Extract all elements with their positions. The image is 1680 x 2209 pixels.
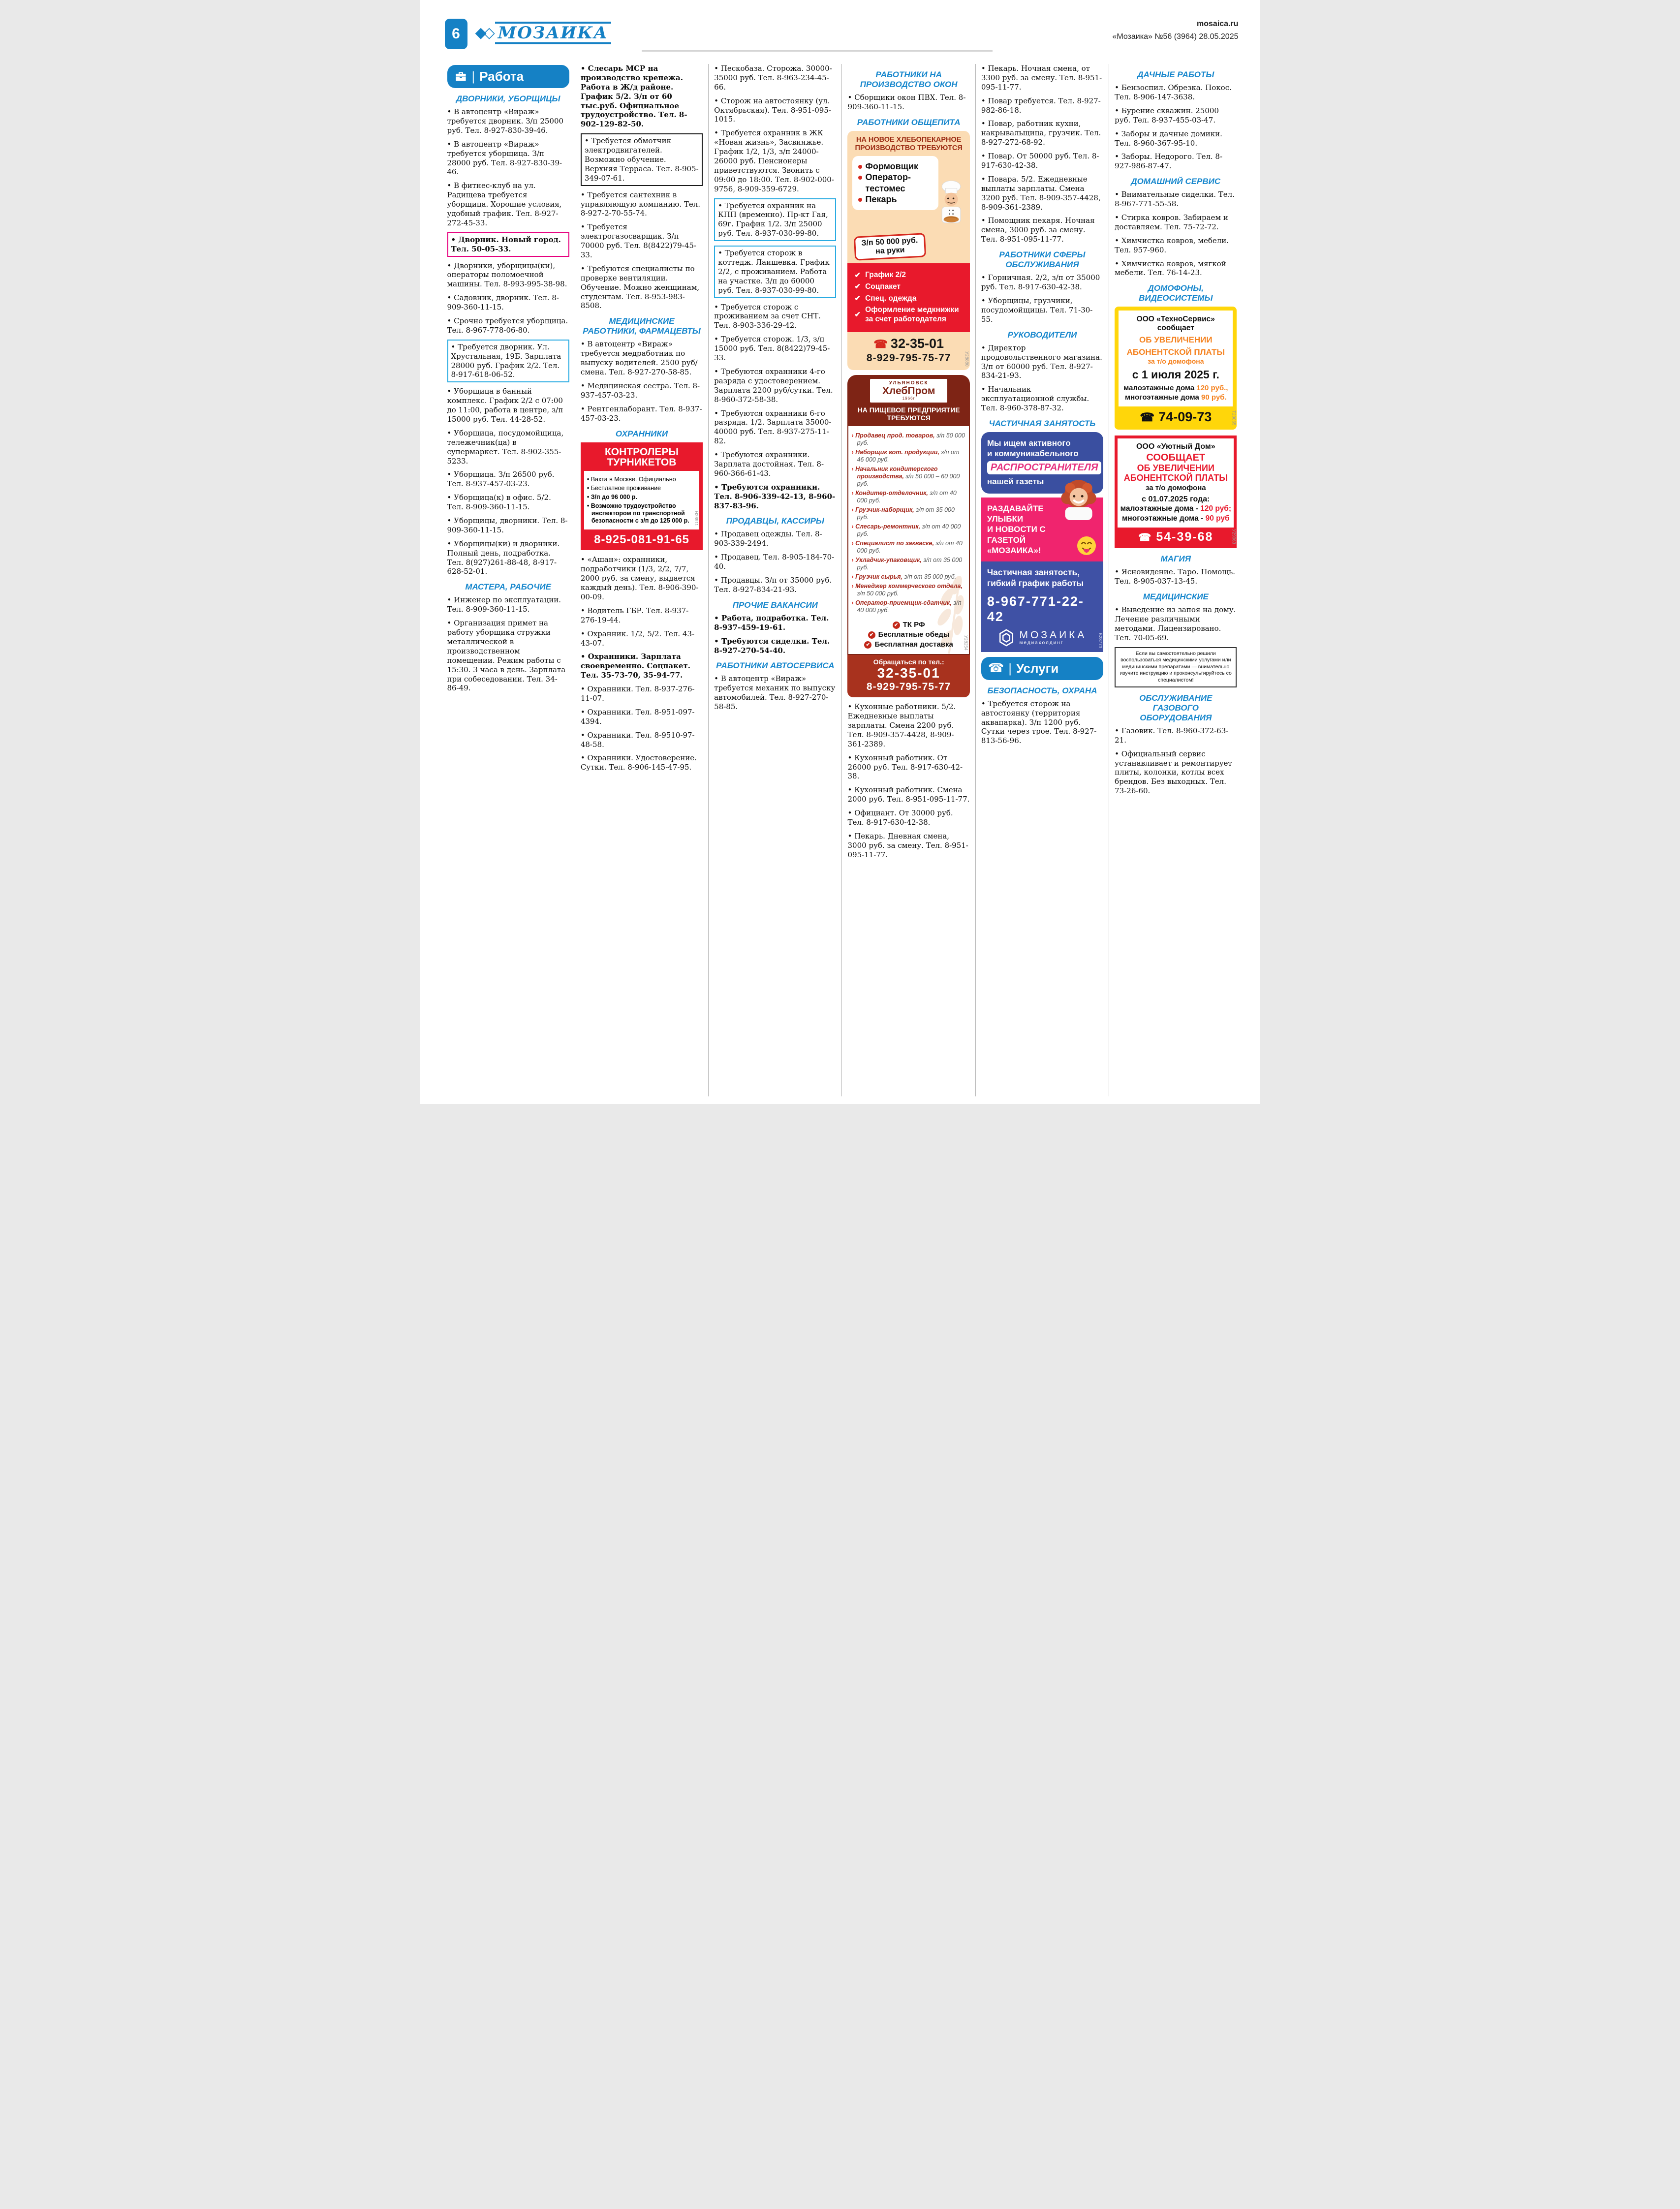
blue-line: Частичная занятость, xyxy=(987,567,1080,578)
contact-label: Обращаться по тел.: xyxy=(873,658,944,666)
classified-column xyxy=(442,64,575,1096)
section-header: РАБОТНИКИ НА ПРОИЗВОДСТВО ОКОН xyxy=(860,70,958,90)
perks-list xyxy=(851,616,965,652)
vacancy-list xyxy=(847,426,969,655)
vacancy-name: › Специалист по закваске, xyxy=(851,540,933,547)
job-item: Пекарь xyxy=(858,194,935,205)
classified-ad: • Сборщики окон ПВХ. Тел. 8-909-360-11-15. xyxy=(847,93,969,112)
ad-line: СООБЩАЕТ xyxy=(1146,452,1206,463)
classified-ad: • Заборы и дачные домики. Тел. 8-960-367-95-10. xyxy=(1115,129,1237,148)
vacancy-item xyxy=(851,432,965,447)
ad-line xyxy=(1120,393,1231,403)
ad-code: У29063 xyxy=(1231,529,1237,545)
vacancy-item xyxy=(851,449,965,464)
classified-ad: • Кухонный работник. От 26000 руб. Тел. 8-917-630-42-38. xyxy=(847,753,969,781)
classified-ad: • Требуется дворник. Ул. Хрустальная, 19Б. Зарплата 28000 руб. График 2/2. Тел. 8-917-618-06-52. xyxy=(447,340,569,383)
classified-ad: • Требуется охранник на КПП (временно). Пр-кт Гая, 69г. График 1/2. З/п 25000 руб. Тел. 8-937-030-99-80. xyxy=(714,198,836,242)
vacancy-name: › Начальник кондитерского производства, xyxy=(851,466,937,480)
badge-separator: | xyxy=(1008,660,1012,676)
classified-ad: • Уборщица. З/п 26500 руб. Тел. 8-937-457-03-23. xyxy=(447,470,569,489)
baker-illustration xyxy=(933,179,969,230)
section-header: ОХРАННИКИ xyxy=(615,429,668,438)
ad-bakery-production xyxy=(847,131,969,371)
classified-ad: • Кухонные работники. 5/2. Ежедневные выплаты зарплаты. Смена 2200 руб. Тел. 8-909-357-4428, 8-909-361-2389. xyxy=(847,702,969,748)
classified-ad: • Требуется охранник в ЖК «Новая жизнь», Засвияжье. График 1/2, 1/3, з/п 24000-26000 руб. Пенсионеры приветствуются. Звонить с 09:00 до 18:00. Тел. 8-902-000-9756, 8-909-359-6729. xyxy=(714,128,836,193)
columns-container xyxy=(442,64,1243,1096)
classified-ad: • Требуется обмотчик электродвигателей. Возможно обучение. Верхняя Терраса. Тел. 8-905-349-07-61. xyxy=(581,133,703,186)
site-url: mosaica.ru xyxy=(1197,20,1239,28)
tariff-value: 120 руб; xyxy=(1200,504,1232,513)
section-header: РУКОВОДИТЕЛИ xyxy=(1007,330,1077,340)
vacancy-name: › Слесарь-ремонтник, xyxy=(851,523,920,530)
classified-ad: • Повар, работник кухни, накрывальщица, грузчик. Тел. 8-927-272-68-92. xyxy=(981,119,1103,147)
pink-line: И НОВОСТИ С ГАЗЕТОЙ xyxy=(987,525,1046,545)
classified-column xyxy=(975,64,1109,1096)
classified-ad: • Уборщицы, дворники. Тел. 8-909-360-11-15. xyxy=(447,516,569,535)
ad-body xyxy=(1119,311,1233,406)
classified-ad: • Кухонный работник. Смена 2000 руб. Тел. 8-951-095-11-77. xyxy=(847,785,969,804)
classified-ad: • Бурение скважин. 25000 руб. Тел. 8-937-455-03-47. xyxy=(1115,106,1237,125)
vacancy-item xyxy=(851,540,965,555)
ad-line: АБОНЕНТСКОЙ ПЛАТЫ xyxy=(1123,472,1228,483)
tariff-label: многоэтажные дома - xyxy=(1121,514,1206,523)
section-header: ОБСЛУЖИВАНИЕ ГАЗОВОГО ОБОРУДОВАНИЯ xyxy=(1139,693,1213,722)
phone-icon: ☎ xyxy=(873,338,888,351)
classified-ad: • Пекарь. Ночная смена, от 3300 руб. за смену. Тел. 8-951-095-11-77. xyxy=(981,64,1103,92)
ad-line: за т/о домофона xyxy=(1145,483,1206,492)
vacancy-salary: з/п от 40 000 руб. xyxy=(857,540,963,555)
vacancy-name: › Укладчик-упаковщик, xyxy=(851,557,922,563)
bubble-line: Мы ищем активного xyxy=(987,438,1071,448)
tariff-value: 120 руб., xyxy=(1196,383,1228,392)
tariff-label: малоэтажные дома - xyxy=(1120,504,1201,513)
issue-line: «Мозаика» №56 (3964) 28.05.2025 xyxy=(1112,32,1239,41)
ad-phone-primary xyxy=(847,336,969,351)
ad-phone-primary: 32-35-01 xyxy=(877,665,940,681)
ad-header xyxy=(847,375,969,426)
classified-ad: • Официант. От 30000 руб. Тел. 8-917-630-42-38. xyxy=(847,809,969,827)
ad-line: ОБ УВЕЛИЧЕНИИ xyxy=(1137,463,1214,473)
salary-note xyxy=(854,233,926,260)
classified-column xyxy=(1109,64,1242,1096)
phone-icon: ☎ xyxy=(1138,532,1152,544)
classified-ad: • Требуется электрогазосварщик. З/п 70000 руб. Тел. 8(8422)79-45-33. xyxy=(581,222,703,260)
classified-ad: • Директор продовольственного магазина. З/п от 60000 руб. Тел. 8-927-834-21-93. xyxy=(981,343,1103,381)
section-header: ДАЧНЫЕ РАБОТЫ xyxy=(1137,70,1214,79)
classified-ad: • Ясновидение. Таро. Помощь. Тел. 8-905-037-13-45. xyxy=(1115,567,1237,586)
phone-chat-icon: ☎ xyxy=(988,661,1004,676)
ad-phone xyxy=(1118,528,1237,545)
classified-ad: • Охранники. Удостоверение. Сутки. Тел. 8-906-145-47-95. xyxy=(581,753,703,772)
classified-ad: • «Ашан»: охранники, подработчики (1/3, 2/2, 7/7, 2000 руб. за смену, выдается каждый день). Тел. 8-906-390-00-09. xyxy=(581,555,703,601)
classified-ad: • Дворники, уборщицы(ки), операторы поломоечной машины. Тел. 8-993-995-38-98. xyxy=(447,261,569,289)
category-badge-uslugi xyxy=(981,657,1103,680)
logo-title: МОЗАИКА xyxy=(495,22,611,44)
ad-phone: 8-967-771-22-42 xyxy=(987,593,1084,624)
tariff-label: малоэтажные дома xyxy=(1123,383,1197,392)
section-header: МАГИЯ xyxy=(1160,554,1191,564)
perk-text: Бесплатные обеды xyxy=(878,630,950,639)
vacancy-salary: з/п 40 000 руб. xyxy=(857,599,962,614)
ad-code: Т29065 xyxy=(1231,410,1237,426)
ad-turnstile-controllers xyxy=(581,442,703,551)
smiley-hearts-icon xyxy=(1076,535,1097,557)
classified-ad: • Газовик. Тел. 8-960-372-63-21. xyxy=(1115,726,1237,745)
speech-bubble xyxy=(981,432,1103,494)
section-header: ПРОДАВЦЫ, КАССИРЫ xyxy=(726,516,824,526)
tariff-value: 90 руб. xyxy=(1201,393,1227,402)
vacancy-salary: з/п от 40 000 руб. xyxy=(857,523,961,538)
logo-brand: ХлебПром xyxy=(882,385,935,397)
newspaper-page xyxy=(420,0,1260,1104)
newspaper-logo xyxy=(475,22,611,44)
vacancy-item xyxy=(851,490,965,504)
perk-item xyxy=(851,621,965,629)
classified-ad: • Стирка ковров. Забираем и доставляем. Тел. 75-72-72. xyxy=(1115,213,1237,232)
checkmark-icon xyxy=(854,282,861,292)
perk-item xyxy=(851,630,965,639)
hexagon-logo-icon xyxy=(998,628,1015,647)
classified-ad: • Дворник. Новый город. Тел. 50-05-33. xyxy=(447,232,569,257)
classified-ad: • В автоцентр «Вираж» требуется механик по выпуску автомобилей. Тел. 8-927-270-58-85. xyxy=(714,674,836,712)
classified-ad: • В фитнес-клуб на ул. Радищева требуется уборщица. Хорошие условия, удобный график. Тел. 8-927-272-45-33. xyxy=(447,181,569,227)
ad-uyutny-dom xyxy=(1115,436,1237,549)
ad-jobs xyxy=(852,156,938,210)
phone-number: 54-39-68 xyxy=(1156,530,1213,544)
ad-phones xyxy=(847,332,969,370)
logo-subtitle: медиахолдинг xyxy=(1019,640,1064,646)
classified-ad: • Сторож на автостоянку (ул. Октябрьская). Тел. 8-951-095-1015. xyxy=(714,96,836,124)
classified-ad: • Охранники. Тел. 8-9510-97-48-58. xyxy=(581,731,703,749)
benefit-item xyxy=(854,271,964,280)
ad-technoservice xyxy=(1115,307,1237,429)
vacancy-salary: з/п от 35 000 руб. xyxy=(904,573,957,581)
section-header: МЕДИЦИНСКИЕ РАБОТНИКИ, ФАРМАЦЕВТЫ xyxy=(583,316,701,336)
section-header: ЧАСТИЧНАЯ ЗАНЯТОСТЬ xyxy=(989,418,1096,428)
ad-body xyxy=(584,471,699,529)
page-number: 6 xyxy=(445,19,467,49)
vacancy-name: › Оператор-приемщик-сдатчик, xyxy=(851,599,951,606)
classified-ad: • Охранники. Зарплата своевременно. Соцпакет. Тел. 35-73-70, 35-94-77. xyxy=(581,652,703,680)
section-header: ПРОЧИЕ ВАКАНСИИ xyxy=(732,600,818,610)
classified-ad: • Уборщица, посудомойщица, тележечник(ца) в супермаркет. Тел. 8-902-355-5233. xyxy=(447,429,569,466)
classified-ad: • Рентгенлаборант. Тел. 8-937-457-03-23. xyxy=(581,404,703,423)
category-badge-rabota xyxy=(447,65,569,88)
classified-ad: • Работа, подработка. Тел. 8-937-459-19-61. xyxy=(714,614,836,632)
ad-phone: 8-925-081-91-65 xyxy=(594,533,689,547)
bubble-line: и коммуникабельного xyxy=(987,449,1079,459)
ad-hlebprom xyxy=(847,375,969,697)
classified-ad: • Охранники. Тел. 8-951-097-4394. xyxy=(581,708,703,726)
ad-code: У28254 xyxy=(963,635,968,651)
vacancy-item xyxy=(851,573,965,581)
classified-ad: • Срочно требуется уборщица. Тел. 8-967-778-06-80. xyxy=(447,316,569,335)
ad-heading: НА ПИЩЕВОЕ ПРЕДПРИЯТИЕ ТРЕБУЮТСЯ xyxy=(857,406,960,422)
ad-phone-secondary: 8-929-795-75-77 xyxy=(866,352,951,364)
ad-code: В28773 xyxy=(1098,632,1103,648)
classified-ad: • Уборщицы, грузчики, посудомойщицы. Тел. 71-30-55. xyxy=(981,296,1103,324)
classified-ad: • Уборщица в банный комплекс. График 2/2 с 07:00 до 11:00, работа в центре, з/п 15000 руб. Тел. 44-28-52. xyxy=(447,387,569,424)
vacancy-item xyxy=(851,599,965,614)
vacancy-name: › Грузчик сырья, xyxy=(851,573,902,580)
ad-phone-secondary: 8-929-795-75-77 xyxy=(866,681,951,693)
classified-ad: • Продавец одежды. Тел. 8-903-339-2494. xyxy=(714,529,836,548)
classified-ad: • Повар. От 50000 руб. Тел. 8-917-630-42-38. xyxy=(981,152,1103,170)
benefit-item xyxy=(854,306,964,324)
benefit-item xyxy=(854,294,964,304)
section-header: ДВОРНИКИ, УБОРЩИЦЫ xyxy=(456,94,560,103)
vacancy-item xyxy=(851,557,965,571)
tariff-value: 90 руб xyxy=(1205,514,1230,523)
bubble-line: нашей газеты xyxy=(987,476,1044,486)
ad-line xyxy=(1120,504,1232,514)
section-header: МЕДИЦИНСКИЕ xyxy=(1143,591,1209,601)
woman-photo xyxy=(1056,475,1101,520)
vacancy-salary: з/п от 35 000 руб. xyxy=(857,557,963,571)
checkmark-icon xyxy=(868,631,875,639)
section-header: РАБОТНИКИ АВТОСЕРВИСА xyxy=(716,661,835,671)
classified-ad: • Официальный сервис устанавливает и ремонтирует плиты, колонки, котлы всех брендов. Без выходных. Тел. 73-26-60. xyxy=(1115,749,1237,796)
salary-line: на руки xyxy=(875,246,905,256)
bubble-highlight: РАСПРОСТРАНИТЕЛЯ xyxy=(987,461,1102,474)
vacancy-item xyxy=(851,523,965,538)
ad-distributor-mozaika xyxy=(981,432,1103,652)
section-header: РАБОТНИКИ ОБЩЕПИТА xyxy=(857,117,961,127)
ad-line: с 1 июля 2025 г. xyxy=(1132,368,1219,381)
badge-label: Услуги xyxy=(1016,660,1059,676)
classified-ad: • Заборы. Недорого. Тел. 8-927-986-87-47. xyxy=(1115,152,1237,171)
benefit-text: Оформление медкнижки за счет работодателя xyxy=(865,306,959,323)
blue-banner xyxy=(981,561,1103,652)
section-header: РАБОТНИКИ СФЕРЫ ОБСЛУЖИВАНИЯ xyxy=(999,250,1086,270)
classified-ad: • Повара. 5/2. Ежедневные выплаты зарплаты. Смена 3200 руб. Тел. 8-909-357-4428, 8-909-361-2389. xyxy=(981,175,1103,212)
salary-line: З/п 50 000 руб. xyxy=(861,236,919,248)
ad-bullet: • Вахта в Москве. Официально xyxy=(587,476,695,483)
classified-ad: • Инженер по эксплуатации. Тел. 8-909-360-11-15. xyxy=(447,595,569,614)
section-header: МАСТЕРА, РАБОЧИЕ xyxy=(465,582,551,592)
vacancy-salary: з/п от 46 000 руб. xyxy=(857,449,960,464)
badge-label: Работа xyxy=(479,69,524,84)
vacancy-salary: з/п от 35 000 руб. xyxy=(857,506,955,521)
ad-jobs-wrap xyxy=(847,156,969,230)
classified-ad: • Требуется сантехник в управляющую компанию. Тел. 8-927-2-70-55-74. xyxy=(581,190,703,218)
ad-code: У28880 xyxy=(964,351,969,367)
ad-line xyxy=(1120,383,1231,393)
vacancy-name: › Продавец прод. товаров, xyxy=(851,432,934,439)
classified-ad: • Внимательные сиделки. Тел. 8-967-771-55-58. xyxy=(1115,190,1237,209)
classified-ad: • Требуется сторож. 1/3, з/п 15000 руб. Тел. 8(8422)79-45-33. xyxy=(714,335,836,363)
checkmark-icon xyxy=(893,622,900,629)
job-item: Формовщик xyxy=(858,161,935,172)
classified-ad: • Повар требуется. Тел. 8-927-982-86-18. xyxy=(981,96,1103,115)
benefit-item xyxy=(854,282,964,292)
section-header: ДОМОФОНЫ, ВИДЕОСИСТЕМЫ xyxy=(1139,283,1213,303)
perk-text: Бесплатная доставка xyxy=(874,640,953,649)
classified-ad: • Охранник. 1/2, 5/2. Тел. 43-43-07. xyxy=(581,629,703,648)
classified-ad: • Охранники. Тел. 8-937-276-11-07. xyxy=(581,684,703,703)
ad-title: НА НОВОЕ ХЛЕБОПЕКАРНОЕ ПРОИЗВОДСТВО ТРЕБУЮТСЯ xyxy=(855,135,963,153)
ad-line: за т/о домофона xyxy=(1148,357,1204,365)
classified-ad: • Химчистка ковров, мебели. Тел. 957-960. xyxy=(1115,236,1237,255)
vacancy-name: › Менеджер коммерческого отдела, xyxy=(851,583,962,590)
classified-ad: • Помощник пекаря. Ночная смена, 3000 руб. за смену. Тел. 8-951-095-11-77. xyxy=(981,216,1103,244)
vacancy-salary: з/п 50 000 руб. xyxy=(857,432,965,447)
classified-ad: • Продавец. Тел. 8-905-184-70-40. xyxy=(714,553,836,571)
classified-ad: • Химчистка ковров, мягкой мебели. Тел. 76-14-23. xyxy=(1115,259,1237,278)
classified-ad: • Требуются охранники. Тел. 8-906-339-42-13, 8-960-837-83-96. xyxy=(714,483,836,511)
classified-ad: • Начальник эксплуатационной службы. Тел. 8-960-378-87-32. xyxy=(981,385,1103,413)
ad-line: ОБ УВЕЛИЧЕНИИ xyxy=(1139,335,1213,345)
pink-line: РАЗДАВАЙТЕ УЛЫБКИ xyxy=(987,503,1044,524)
vacancy-item xyxy=(851,506,965,521)
ad-line: АБОНЕНТСКОЙ ПЛАТЫ xyxy=(1126,347,1225,357)
section-header: БЕЗОПАСНОСТЬ, ОХРАНА xyxy=(987,685,1097,695)
ad-bullet: • Бесплатное проживание xyxy=(587,485,695,492)
header-divider xyxy=(642,50,993,52)
benefits-list xyxy=(847,263,969,332)
classified-column xyxy=(708,64,841,1096)
ad-code: Н26911 xyxy=(694,510,699,526)
vacancy-item xyxy=(851,583,965,597)
classified-ad: • Требуются охранники 6-го разряда. 1/2. Зарплата 35000-40000 руб. Тел. 8-937-275-11-82. xyxy=(714,409,836,446)
classified-ad: • Требуются охранники 4-го разряда с удостоверением. Зарплата 2200 руб/сутки. Тел. 8-960-372-58-38. xyxy=(714,367,836,404)
section-header: ДОМАШНИЙ СЕРВИС xyxy=(1131,177,1221,187)
classified-ad: • Продавцы. З/п от 35000 руб. Тел. 8-927-834-21-93. xyxy=(714,576,836,594)
ad-line: ООО «ТехноСервис» сообщает xyxy=(1136,315,1215,333)
checkmark-icon xyxy=(854,271,861,280)
vacancy-salary: з/п 50 000 руб. xyxy=(857,590,899,597)
briefcase-icon xyxy=(454,70,467,83)
classified-ad: • Выведение из запоя на дому. Лечение различными методами. Лицензировано. Тел. 70-05-69. xyxy=(1115,605,1237,643)
benefit-text: График 2/2 xyxy=(865,271,906,280)
classified-ad: • Горничная. 2/2, з/п от 35000 руб. Тел. 8-917-630-42-38. xyxy=(981,273,1103,292)
checkmark-icon xyxy=(864,641,871,649)
classified-ad: • Слесарь МСР на производство крепежа. Работа в Ж/д районе. График 5/2. З/п от 60 тыс.руб. Официальное трудоустройство. Тел. 8-902-129-82-50. xyxy=(581,64,703,129)
benefit-text: Спец. одежда xyxy=(865,294,917,303)
ad-bullet: • З/п до 96 000 р. xyxy=(587,494,695,501)
perk-item xyxy=(851,640,965,649)
logo-city: УЛЬЯНОВСК xyxy=(889,380,929,386)
classified-ad: • Уборщицы(ки) и дворники. Полный день, подработка. Тел. 8(927)261-88-48, 8-917-628-52-01. xyxy=(447,539,569,577)
phone-number: 32-35-01 xyxy=(890,336,944,351)
classified-ad: • Требуются специалисты по проверке вентиляции. Обучение. Можно женщинам, студентам. Тел. 8-953-983-8508. xyxy=(581,264,703,311)
classified-ad: • Пескобаза. Сторожа. 30000-35000 руб. Тел. 8-963-234-45-66. xyxy=(714,64,836,92)
vacancy-salary: з/п от 40 000 руб. xyxy=(857,490,957,504)
logo-diamonds-icon: ◆◇ xyxy=(475,24,492,41)
medical-disclaimer: Если вы самостоятельно решили воспользоваться медицинскими услугами или медицинскими препаратами — внимательно изучите инструкцию и проконсультируйтесь со специалистом! xyxy=(1115,647,1237,687)
ad-phone xyxy=(1119,406,1233,429)
vacancy-item xyxy=(851,466,965,488)
logo-name: МОЗАИКА xyxy=(1019,629,1087,641)
phone-icon: ☎ xyxy=(1140,410,1155,424)
job-item: Оператор-тестомес xyxy=(858,172,935,194)
ad-title: КОНТРОЛЕРЫ ТУРНИКЕТОВ xyxy=(604,446,679,468)
ad-line: с 01.07.2025 года: xyxy=(1142,495,1210,503)
classified-ad: • Организация примет на работу уборщика стружки металлической в производственном помещении. Режим работы с 15:30. 3 часа в день. Зарплата при собеседовании. Тел. 34-86-49. xyxy=(447,619,569,693)
classified-ad: • В автоцентр «Вираж» требуется уборщица. З/п 28000 руб. Тел. 8-927-830-39-46. xyxy=(447,140,569,177)
phone-number: 74-09-73 xyxy=(1158,409,1212,424)
vacancy-name: › Грузчик-наборщик, xyxy=(851,506,914,513)
perk-text: ТК РФ xyxy=(902,621,925,629)
hlebprom-logo xyxy=(870,379,947,403)
ad-contact xyxy=(847,655,969,697)
classified-ad: • Водитель ГБР. Тел. 8-937-276-19-44. xyxy=(581,606,703,625)
ad-bullet: • Возможно трудоустройство инспектором по транспортной безопасности с з/п до 125 000 р. xyxy=(587,502,695,525)
tariff-label: многоэтажные дома xyxy=(1124,393,1202,402)
masthead xyxy=(445,17,1239,59)
checkmark-icon xyxy=(854,306,861,324)
classified-ad: • Требуется сторож в коттедж. Лаишевка. График 2/2, с проживанием. Работа на участке. З/п до 60000 руб. Тел. 8-937-030-99-80. xyxy=(714,246,836,298)
mozaika-logo xyxy=(987,628,1097,647)
classified-ad: • Требуются охранники. Зарплата достойная. Тел. 8-960-366-61-43. xyxy=(714,450,836,478)
classified-ad: • Садовник, дворник. Тел. 8-909-360-11-15. xyxy=(447,293,569,312)
classified-ad: • Требуется сторож на автостоянку (территория аквапарка). З/п 1200 руб. Сутки через трое. Тел. 8-927-813-56-96. xyxy=(981,699,1103,746)
benefit-text: Соцпакет xyxy=(865,282,901,291)
pink-line: «МОЗАИКА»! xyxy=(987,545,1041,555)
classified-ad: • Бензоспил. Обрезка. Покос. Тел. 8-906-147-3638. xyxy=(1115,83,1237,102)
classified-ad: • Уборщица(к) в офис. 5/2. Тел. 8-909-360-11-15. xyxy=(447,493,569,512)
classified-column xyxy=(841,64,975,1096)
vacancy-name: › Кондитер-отделочник, xyxy=(851,490,928,497)
classified-ad: • Медицинская сестра. Тел. 8-937-457-03-23. xyxy=(581,381,703,400)
classified-ad: • Пекарь. Дневная смена, 3000 руб. за смену. Тел. 8-951-095-11-77. xyxy=(847,832,969,860)
checkmark-icon xyxy=(854,294,861,304)
classified-ad: • В автоцентр «Вираж» требуется медработник по выпуску водителей. 2500 руб/смена. Тел. 8-927-270-58-85. xyxy=(581,340,703,377)
vacancy-salary: з/п 50 000 – 60 000 руб. xyxy=(857,473,960,488)
classified-ad: • Требуется сторож с проживанием за счет СНТ. Тел. 8-903-336-29-42. xyxy=(714,303,836,331)
issue-info xyxy=(1112,20,1238,41)
classified-ad: • В автоцентр «Вираж» требуется дворник. З/п 25000 руб. Тел. 8-927-830-39-46. xyxy=(447,107,569,135)
vacancy-name: › Наборщик гот. продукции, xyxy=(851,449,939,456)
ad-line: ООО «Уютный Дом» xyxy=(1136,442,1215,451)
ad-line xyxy=(1120,514,1232,524)
logo-year: 1966г xyxy=(902,396,915,401)
classified-ad: • Требуются сиделки. Тел. 8-927-270-54-40. xyxy=(714,637,836,655)
blue-line: гибкий график работы xyxy=(987,578,1084,588)
badge-separator: | xyxy=(471,69,475,84)
classified-column xyxy=(575,64,708,1096)
